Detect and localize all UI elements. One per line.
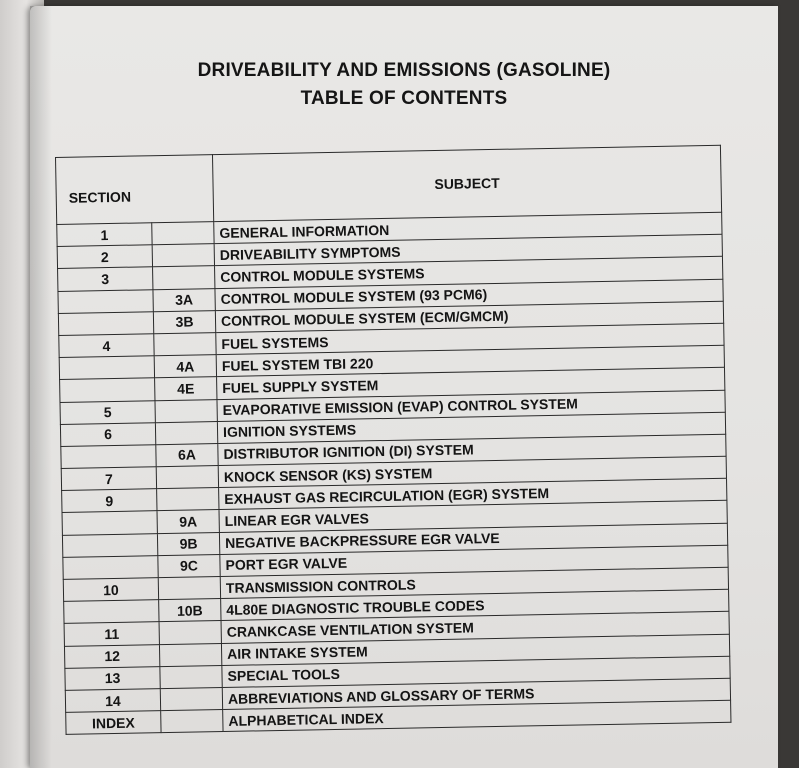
subject-title: CONTROL MODULE SYSTEMS [215, 257, 723, 288]
section-number: 3 [58, 267, 153, 291]
subsection-number [155, 399, 217, 422]
section-number: 2 [57, 245, 152, 269]
section-number: 11 [64, 622, 159, 646]
table-header-row [56, 145, 722, 224]
subject-title: CRANKCASE VENTILATION SYSTEM [221, 612, 729, 643]
contents-table-body [57, 212, 731, 734]
subject-title: FUEL SYSTEM TBI 220 [216, 345, 724, 376]
subsection-number: 9A [157, 510, 219, 533]
subsection-number: 6A [156, 443, 218, 466]
subsection-number: 3B [153, 310, 215, 333]
subject-title: PORT EGR VALVE [220, 545, 728, 576]
subject-column-header: SUBJECT [212, 145, 721, 221]
section-number: 1 [57, 223, 152, 247]
section-number [60, 378, 155, 402]
subject-title: FUEL SUPPLY SYSTEM [217, 368, 725, 399]
subsection-number: 4E [155, 377, 217, 400]
subject-title: DISTRIBUTOR IGNITION (DI) SYSTEM [218, 434, 726, 465]
section-number [58, 311, 153, 335]
table-of-contents [55, 145, 732, 735]
section-number: 9 [62, 489, 157, 513]
section-number: 7 [61, 467, 156, 491]
subsection-number [152, 222, 214, 245]
subsection-number [154, 333, 216, 356]
document-subtitle: TABLE OF CONTENTS [300, 88, 508, 109]
subject-title: ABBREVIATIONS AND GLOSSARY OF TERMS [222, 678, 730, 709]
subject-title: FUEL SYSTEMS [216, 323, 724, 354]
subject-title: EXHAUST GAS RECIRCULATION (EGR) SYSTEM [219, 478, 727, 509]
subject-title: GENERAL INFORMATION [214, 212, 722, 243]
subject-title: SPECIAL TOOLS [222, 656, 730, 687]
subject-title: EVAPORATIVE EMISSION (EVAP) CONTROL SYSTEM [217, 390, 725, 421]
section-number [61, 445, 156, 469]
subsection-number [157, 488, 219, 511]
subsection-number [155, 421, 217, 444]
subsection-number [156, 466, 218, 489]
subject-title: NEGATIVE BACKPRESSURE EGR VALVE [219, 523, 727, 554]
subsection-number [161, 710, 223, 733]
section-number: INDEX [66, 711, 161, 735]
subsection-number [160, 665, 222, 688]
section-number: 6 [60, 422, 155, 446]
subject-title: KNOCK SENSOR (KS) SYSTEM [218, 456, 726, 487]
subsection-number: 10B [159, 599, 221, 622]
subsection-number: 9C [158, 554, 220, 577]
section-number [62, 533, 157, 557]
section-number: 10 [63, 578, 158, 602]
subject-title: DRIVEABILITY SYMPTOMS [214, 234, 722, 265]
section-number [63, 555, 158, 579]
subject-title: CONTROL MODULE SYSTEM (93 PCM6) [215, 279, 723, 310]
subject-title: 4L80E DIAGNOSTIC TROUBLE CODES [221, 589, 729, 620]
section-number: 4 [59, 334, 154, 358]
subject-title: IGNITION SYSTEMS [217, 412, 725, 443]
section-number [64, 600, 159, 624]
subsection-number [158, 577, 220, 600]
section-number [59, 356, 154, 380]
section-number [62, 511, 157, 535]
subsection-number: 9B [157, 532, 219, 555]
section-number [58, 289, 153, 313]
section-number: 14 [65, 689, 160, 713]
subsection-number [159, 621, 221, 644]
subsection-number [159, 643, 221, 666]
subsection-number [160, 687, 222, 710]
subsection-number: 4A [154, 355, 216, 378]
subject-title: AIR INTAKE SYSTEM [221, 634, 729, 665]
subsection-number: 3A [153, 288, 215, 311]
document-title: DRIVEABILITY AND EMISSIONS (GASOLINE) [197, 60, 611, 81]
page-gutter-shadow [30, 6, 52, 768]
subject-title: TRANSMISSION CONTROLS [220, 567, 728, 598]
subsection-number [153, 266, 215, 289]
section-number: 5 [60, 400, 155, 424]
section-number: 12 [64, 644, 159, 668]
contents-table [55, 145, 732, 735]
subject-title: ALPHABETICAL INDEX [223, 700, 731, 731]
subject-title: LINEAR EGR VALVES [219, 501, 727, 532]
subject-title: CONTROL MODULE SYSTEM (ECM/GMCM) [215, 301, 723, 332]
section-column-header: SECTION [56, 155, 214, 225]
section-number: 13 [65, 666, 160, 690]
subsection-number [152, 244, 214, 267]
